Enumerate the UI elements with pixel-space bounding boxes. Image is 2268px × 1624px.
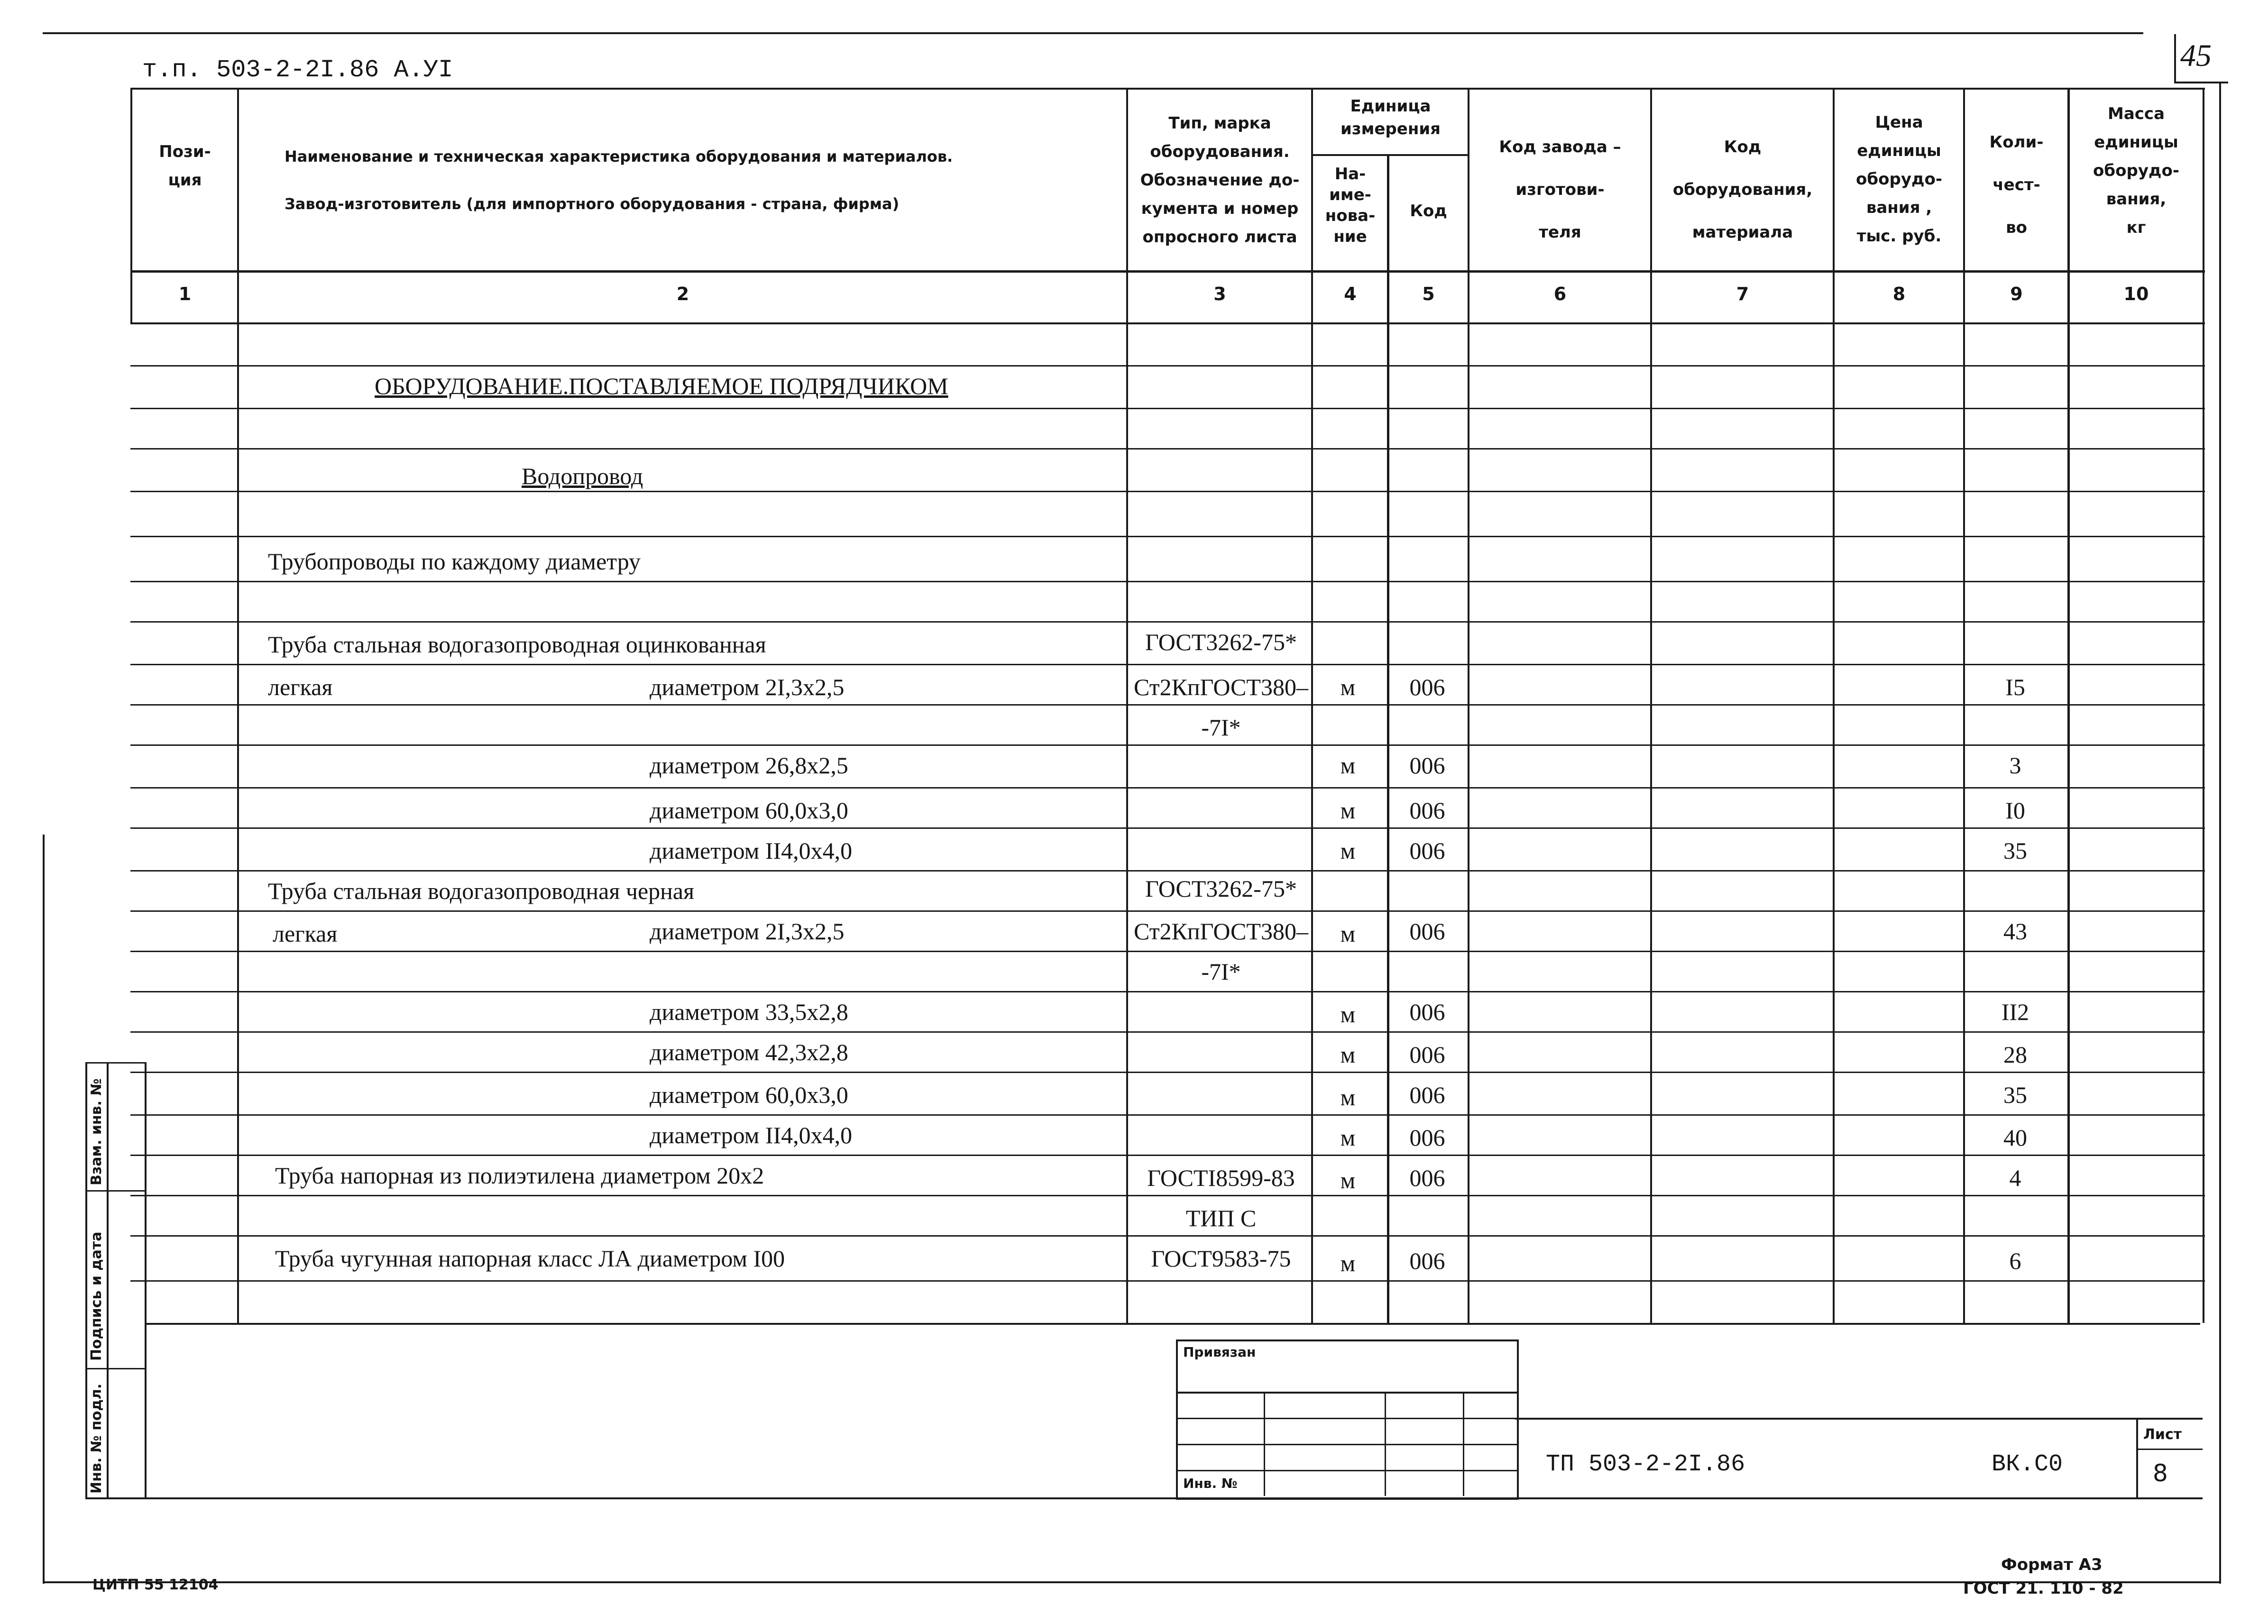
row-type: ТИП С — [1185, 1205, 1257, 1231]
bound-stamp-vline — [1385, 1392, 1386, 1496]
row-line — [130, 1114, 2205, 1116]
sheet-box-left — [2136, 1418, 2138, 1498]
row-line — [130, 491, 2205, 492]
row-line — [130, 1031, 2205, 1033]
row-unit: м — [1340, 1084, 1356, 1110]
col-header-8: Цена единицы оборудо- вания , тыс. руб. — [1856, 113, 1942, 246]
row-unit: м — [1340, 752, 1356, 779]
unit-group-split-line — [1311, 154, 1468, 156]
row-code: 006 — [1409, 1248, 1445, 1274]
row-qty: 3 — [2009, 752, 2021, 779]
doc-mark: ВК.С0 — [1992, 1451, 2063, 1478]
row-code: 006 — [1409, 752, 1445, 779]
col-index-1: 1 — [178, 284, 192, 304]
row-line — [130, 664, 2205, 665]
row-line — [130, 704, 2205, 706]
side-strip-left — [85, 1062, 87, 1498]
row-line — [130, 365, 2205, 367]
row-qty: II2 — [2001, 999, 2029, 1025]
side-strip-right — [145, 1062, 147, 1498]
subsection-title: Водопровод — [522, 463, 643, 489]
col-index-8: 8 — [1892, 284, 1906, 304]
row-dim: диаметром 33,5х2,8 — [650, 999, 848, 1025]
col-index-9: 9 — [2010, 284, 2023, 304]
row-code: 006 — [1409, 797, 1445, 824]
col-index-3: 3 — [1213, 284, 1226, 304]
footer-left: ЦИТП 55 12104 — [92, 1577, 219, 1593]
row-qty: 6 — [2009, 1248, 2021, 1274]
row-type: ГОСТ3262-75* — [1145, 875, 1297, 902]
row-dim: диаметром 60,0х3,0 — [650, 1082, 848, 1108]
inv-no-label: Инв. № — [1183, 1476, 1238, 1491]
side-stamp-original-inv: Инв. № подл. — [88, 1383, 105, 1494]
row-unit: м — [1340, 674, 1356, 700]
row-dim: диаметром 2I,3х2,5 — [650, 674, 845, 700]
row-qty: 4 — [2009, 1165, 2021, 1191]
table-left-line — [130, 88, 132, 322]
bound-stamp-hline — [1176, 1470, 1517, 1471]
row-name: легкая — [268, 674, 333, 700]
row-qty: 35 — [2003, 837, 2027, 864]
side-strip-split — [85, 1190, 147, 1192]
row-line — [130, 536, 2205, 537]
col-header-4: На- име- нова- ние — [1325, 165, 1376, 246]
sheet-label: Лист — [2143, 1426, 2182, 1443]
footer-format: Формат А3 — [2001, 1555, 2103, 1574]
row-unit: м — [1340, 1041, 1356, 1068]
row-dim: диаметром 42,3х2,8 — [650, 1039, 848, 1065]
frame-top-line — [43, 32, 2143, 34]
title-block-top — [1515, 1418, 2203, 1420]
row-line — [130, 787, 2205, 789]
row-type: ГОСТ9583-75 — [1151, 1245, 1291, 1272]
side-strip-split — [85, 1368, 147, 1369]
row-dim: диаметром 26,8х2,5 — [650, 752, 848, 779]
sheet-box-split — [2136, 1449, 2203, 1450]
row-line — [130, 621, 2205, 623]
col-header-1: Пози- ция — [159, 142, 211, 190]
row-type: ГОСТI8599-83 — [1147, 1165, 1295, 1191]
row-name: Труба стальная водогазопроводная черная — [268, 878, 695, 904]
row-line — [130, 1235, 2205, 1237]
row-name: Труба чугунная напорная класс ЛА диаметром I00 — [275, 1245, 785, 1272]
row-line — [130, 1072, 2205, 1073]
col-index-7: 7 — [1736, 284, 1749, 304]
sheet-number: 8 — [2153, 1459, 2168, 1487]
row-line — [130, 448, 2205, 450]
col-index-10: 10 — [2123, 284, 2149, 304]
row-code: 006 — [1409, 1041, 1445, 1068]
row-line — [130, 408, 2205, 409]
row-unit: м — [1340, 920, 1356, 947]
row-dim: диаметром II4,0х4,0 — [650, 837, 853, 864]
unit-group-header: Единица измерения — [1341, 97, 1441, 138]
col-index-2: 2 — [676, 284, 689, 304]
col-header-5: Код — [1410, 202, 1447, 220]
row-qty: I0 — [2005, 797, 2025, 824]
row-qty: 43 — [2003, 918, 2027, 945]
section-title: ОБОРУДОВАНИЕ.ПОСТАВЛЯЕМОЕ ПОДРЯДЧИКОМ — [375, 373, 948, 399]
row-code: 006 — [1409, 918, 1445, 945]
bound-label: Привязан — [1183, 1344, 1256, 1360]
frame-left-line — [43, 835, 45, 1584]
row-type: -7I* — [1201, 714, 1241, 741]
row-name: Труба стальная водогазопроводная оцинкованная — [268, 631, 766, 658]
row-qty: 28 — [2003, 1041, 2027, 1068]
table-top-line — [130, 88, 2205, 90]
row-qty: I5 — [2005, 674, 2025, 700]
row-dim: диаметром 2I,3х2,5 — [650, 918, 845, 945]
group-title: Трубопроводы по каждому диаметру — [268, 548, 641, 575]
row-code: 006 — [1409, 674, 1445, 700]
row-line — [130, 744, 2205, 746]
row-code: 006 — [1409, 1124, 1445, 1151]
col-header-2: Наименование и техническая характеристика оборудования и материалов. Завод-изготовитель (для импортного оборудования - страна, фирма) — [285, 147, 953, 213]
row-line — [130, 1155, 2205, 1156]
row-code: 006 — [1409, 999, 1445, 1025]
side-stamp-signature-date: Подпись и дата — [88, 1231, 105, 1361]
side-strip-top — [85, 1062, 147, 1064]
bound-stamp-vline — [1463, 1392, 1464, 1496]
row-unit: м — [1340, 1001, 1356, 1028]
doc-ref: т.п. 503-2-2I.86 А.УI — [142, 56, 453, 84]
row-name: Труба напорная из полиэтилена диаметром 20х2 — [275, 1162, 764, 1189]
row-qty: 40 — [2003, 1124, 2027, 1151]
side-strip-bottom — [85, 1497, 2203, 1499]
col-header-3: Тип, марка оборудования. Обозначение до- кумента и номер опросного листа — [1140, 114, 1300, 247]
frame-bottom-line — [43, 1581, 2220, 1583]
footer-gost: ГОСТ 21. 110 - 82 — [1963, 1579, 2124, 1598]
row-type: ГОСТ3262-75* — [1145, 629, 1297, 655]
row-unit: м — [1340, 837, 1356, 864]
row-line — [130, 1280, 2205, 1282]
row-dim: диаметром 60,0х3,0 — [650, 797, 848, 824]
doc-code: ТП 503-2-2I.86 — [1546, 1451, 1745, 1478]
col-header-6: Код завода – изготови- теля — [1499, 138, 1621, 242]
col-index-5: 5 — [1422, 284, 1435, 304]
bound-stamp-hline — [1176, 1418, 1517, 1419]
row-line — [130, 991, 2205, 992]
bound-stamp-vline — [1264, 1392, 1265, 1496]
row-type: Ст2КпГОСТ380– — [1134, 674, 1308, 700]
row-type: -7I* — [1201, 958, 1241, 985]
col-index-6: 6 — [1553, 284, 1567, 304]
side-strip-mid — [107, 1062, 109, 1498]
row-unit: м — [1340, 1250, 1356, 1276]
table-bottom-line — [145, 1323, 2200, 1325]
table-index-bottom-line — [130, 322, 2205, 324]
row-dim: диаметром II4,0х4,0 — [650, 1122, 853, 1148]
row-name: легкая — [273, 920, 338, 947]
row-unit: м — [1340, 1167, 1356, 1193]
handwritten-page-number: 45 — [2180, 38, 2212, 73]
row-code: 006 — [1409, 837, 1445, 864]
bound-stamp-hline — [1176, 1444, 1517, 1445]
col-header-7: Код оборудования, материала — [1672, 138, 1813, 242]
row-line — [130, 910, 2205, 912]
row-line — [130, 870, 2205, 872]
frame-right-line — [2219, 83, 2221, 1584]
col-header-10: Масса единицы оборудо- вания, кг — [2093, 104, 2179, 237]
row-qty: 35 — [2003, 1082, 2027, 1108]
row-code: 006 — [1409, 1165, 1445, 1191]
side-stamp-replace-inv: Взам. инв. № — [88, 1078, 105, 1185]
row-line — [130, 827, 2205, 829]
row-unit: м — [1340, 797, 1356, 824]
row-line — [130, 951, 2205, 952]
row-unit: м — [1340, 1124, 1356, 1151]
table-header-bottom-line — [130, 270, 2205, 273]
row-type: Ст2КпГОСТ380– — [1134, 918, 1308, 945]
col-index-4: 4 — [1344, 284, 1357, 304]
bound-stamp-hline — [1176, 1392, 1517, 1394]
row-code: 006 — [1409, 1082, 1445, 1108]
col-header-9: Коли- чест- во — [1989, 133, 2044, 237]
row-line — [130, 1195, 2205, 1196]
row-line — [130, 581, 2205, 582]
